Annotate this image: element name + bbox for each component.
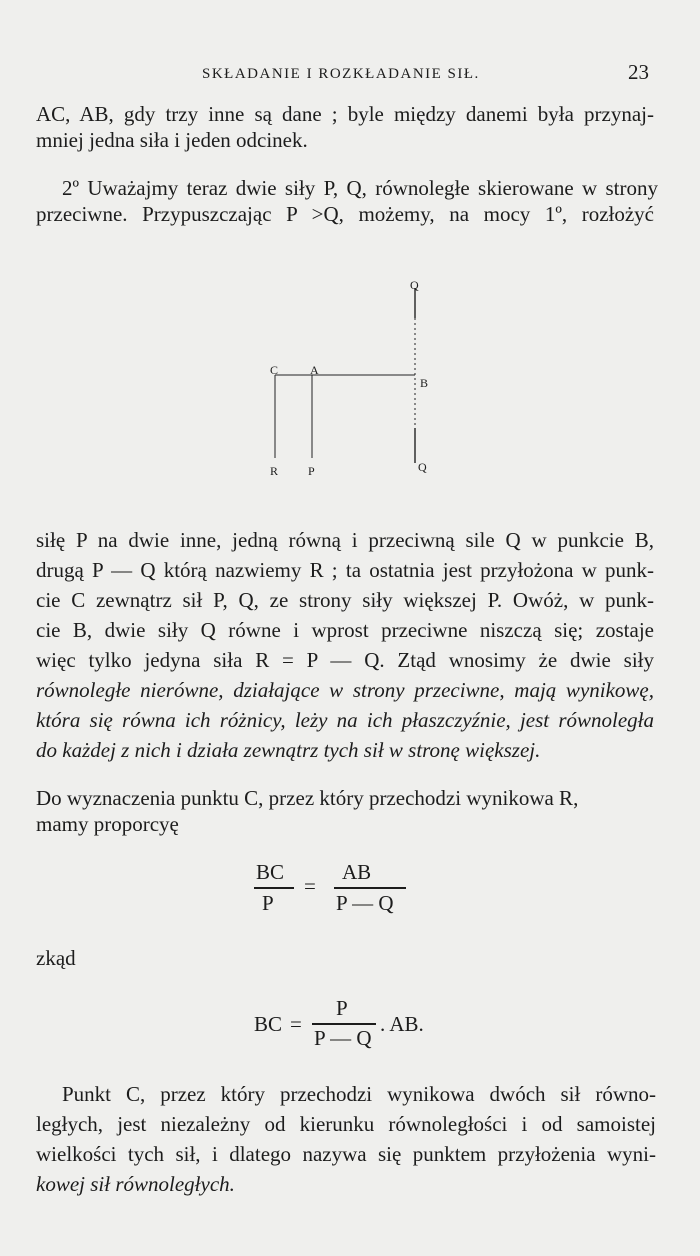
text-line: AC, AB, gdy trzy inne są dane ; byle między danemi była przynaj- <box>36 102 654 126</box>
text-line: mamy proporcyę <box>36 812 179 836</box>
text-line: kowej sił równoległych. <box>36 1172 235 1196</box>
label-c: C <box>270 363 279 377</box>
text-line: ległych, jest niezależny od kierunku równoległości i od samoistej <box>36 1112 656 1136</box>
fraction-bar <box>312 1023 376 1025</box>
label-a: A <box>310 363 319 377</box>
fraction-bar <box>254 887 294 889</box>
text-line: cie C zewnątrz sił P, Q, ze strony siły większej P. Owóż, w punk- <box>36 588 654 612</box>
text-line: 2º Uważajmy teraz dwie siły P, Q, równoległe skierowane w strony <box>62 176 658 200</box>
text-line: do każdej z nich i działa zewnątrz tych sił w stronę większej. <box>36 738 541 762</box>
text-line: przeciwne. Przypuszczając P >Q, możemy, na mocy 1º, rozłożyć <box>36 202 654 226</box>
frac-left-denominator: P <box>262 891 274 915</box>
label-b: B <box>420 376 429 390</box>
text-line: mniej jedna siła i jeden odcinek. <box>36 128 308 152</box>
text-line: siłę P na dwie inne, jedną równą i przeciwną sile Q w punkcie B, <box>36 528 654 552</box>
page-number: 23 <box>628 60 649 84</box>
bc-formula <box>0 996 700 1056</box>
frac-right-numerator: AB <box>342 860 372 884</box>
label-r: R <box>270 464 279 478</box>
frac-right-denominator: P — Q <box>336 891 394 915</box>
formula-tail: . AB. <box>380 1012 424 1036</box>
text-line: równoległe nierówne, działające w strony przeciwne, mają wynikowę, <box>36 678 654 702</box>
proportion-formula <box>0 860 700 920</box>
frac-numerator: P <box>336 996 348 1020</box>
running-head: SKŁADANIE I ROZKŁADANIE SIŁ. <box>202 66 480 82</box>
fraction-bar <box>334 887 406 889</box>
label-q-top: Q <box>410 278 419 292</box>
text-line: cie B, dwie siły Q równe i wprost przeciwne niszczą się; zostaje <box>36 618 654 642</box>
text-line: która się równa ich różnicy, leży na ich płaszczyźnie, jest równoległa <box>36 708 654 732</box>
force-diagram <box>250 278 450 488</box>
frac-left-numerator: BC <box>256 860 285 884</box>
formula-lhs: BC <box>254 1012 283 1036</box>
frac-denominator: P — Q <box>314 1026 372 1050</box>
equals-sign: = <box>290 1012 302 1036</box>
text-line: Punkt C, przez który przechodzi wynikowa dwóch sił równo- <box>62 1082 656 1106</box>
text-line: więc tylko jedyna siła R = P — Q. Ztąd wnosimy że dwie siły <box>36 648 654 672</box>
page-header <box>0 60 700 90</box>
text-line: zkąd <box>36 946 76 970</box>
equals-sign: = <box>304 874 316 898</box>
text-line: wielkości tych sił, i dlatego nazywa się punktem przyłożenia wyni- <box>36 1142 656 1166</box>
label-p: P <box>308 464 315 478</box>
text-line: Do wyznaczenia punktu C, przez który przechodzi wynikowa R, <box>36 786 579 810</box>
label-q-bottom: Q <box>418 460 427 474</box>
text-line: drugą P — Q którą nazwiemy R ; ta ostatnia jest przyłożona w punk- <box>36 558 654 582</box>
